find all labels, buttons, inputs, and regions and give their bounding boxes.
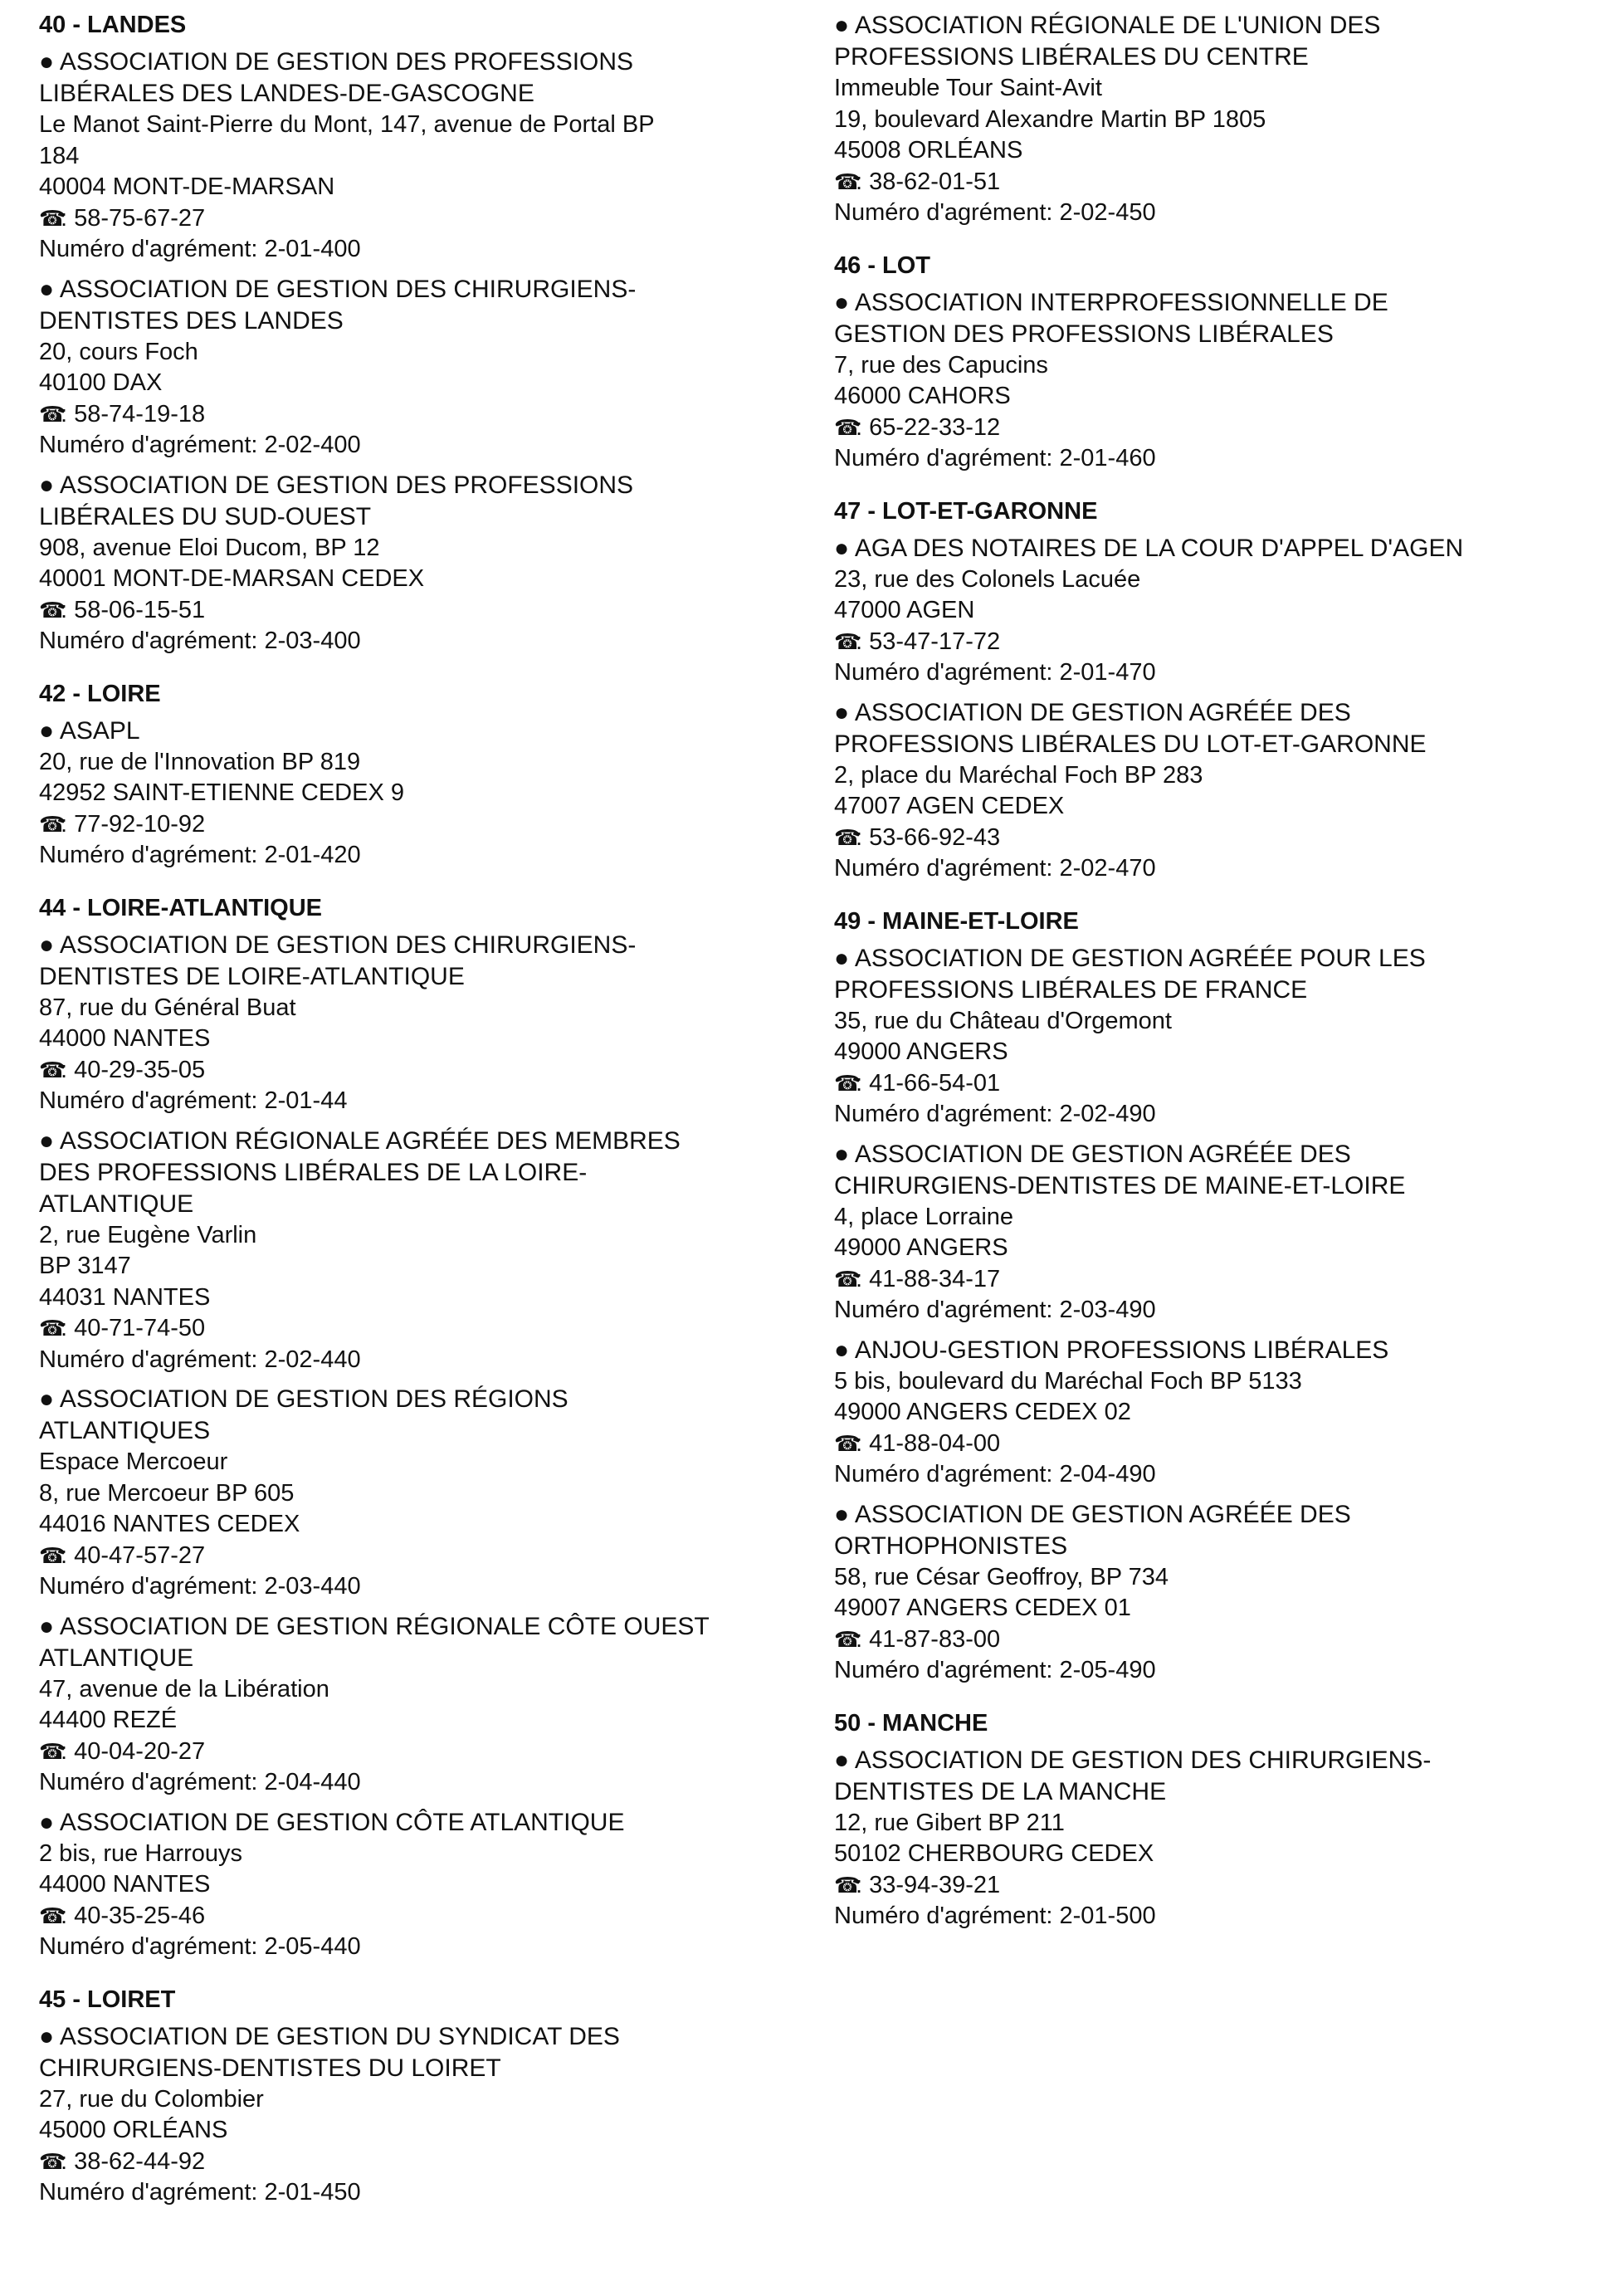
address-line: Le Manot Saint-Pierre du Mont, 147, avenue de Portal BP: [39, 111, 655, 138]
association-name-line: [39, 930, 811, 961]
address-line: 20, rue de l'Innovation BP 819: [39, 748, 361, 775]
telephone-icon: ☎: [39, 1057, 66, 1082]
agrement-number: Numéro d'agrément: 2-05-490: [834, 1657, 1156, 1683]
phone-line: [834, 1624, 1606, 1656]
address-line: 40004 MONT-DE-MARSAN: [39, 173, 335, 200]
address-line: 8, rue Mercoeur BP 605: [39, 1479, 295, 1507]
agrement-number: Numéro d'agrément: 2-01-400: [39, 236, 361, 262]
address-line: 44031 NANTES: [39, 1283, 211, 1311]
telephone-icon: ☎: [834, 1626, 861, 1652]
association-name-line: [39, 46, 811, 78]
association-name-text: ASSOCIATION DE GESTION DU SYNDICAT DES: [59, 2022, 620, 2050]
association-name-text: ASSOCIATION RÉGIONALE DE L'UNION DES: [854, 12, 1381, 39]
phone-line: [39, 399, 811, 431]
phone-line: [39, 1313, 811, 1345]
association-entry: [834, 10, 1606, 229]
association-name-text: ATLANTIQUE: [39, 1190, 194, 1218]
address-line: Immeuble Tour Saint-Avit: [834, 75, 1102, 101]
association-name-line: [834, 1531, 1606, 1562]
association-entry: [834, 1745, 1606, 1932]
association-name-line: [834, 697, 1606, 729]
department-title: 40 - LANDES: [39, 12, 187, 38]
association-name-text: LIBÉRALES DU SUD-OUEST: [39, 502, 372, 530]
association-name-text: ASSOCIATION DE GESTION AGRÉÉE POUR LES: [854, 944, 1426, 972]
address-line: 12, rue Gibert BP 211: [834, 1809, 1065, 1836]
phone-line: [834, 167, 1606, 198]
association-name-text: ASAPL: [59, 716, 140, 745]
association-name-line: [834, 975, 1606, 1006]
telephone-icon: ☎: [39, 1542, 66, 1568]
association-entry: [834, 697, 1606, 885]
address-line: 23, rue des Colonels Lacuée: [834, 565, 1141, 593]
association-name-text: ASSOCIATION DE GESTION DES RÉGIONS: [59, 1385, 568, 1413]
address-line: 42952 SAINT-ETIENNE CEDEX 9: [39, 779, 404, 806]
address-line: 58, rue César Geoffroy, BP 734: [834, 1563, 1169, 1590]
phone-number: : 58-06-15-51: [61, 596, 206, 623]
department-title: 47 - LOT-ET-GARONNE: [834, 497, 1098, 525]
association-name-line: [39, 961, 811, 993]
association-name-line: [834, 42, 1606, 73]
telephone-icon: ☎: [39, 1738, 66, 1764]
phone-line: [39, 809, 811, 841]
association-name-text: ASSOCIATION DE GESTION AGRÉÉE DES: [854, 1500, 1351, 1528]
address-line: 49000 ANGERS: [834, 1038, 1008, 1065]
association-name-text: DENTISTES DES LANDES: [39, 306, 344, 335]
association-name-line: [39, 1611, 811, 1643]
bullet-icon: ●: [39, 48, 60, 76]
bullet-icon: ●: [834, 534, 855, 562]
bullet-icon: ●: [39, 1385, 60, 1413]
address-line: 45000 ORLÉANS: [39, 2117, 228, 2143]
phone-number: : 58-75-67-27: [61, 204, 206, 232]
association-entry: [39, 46, 811, 266]
department-title: 49 - MAINE-ET-LOIRE: [834, 907, 1079, 935]
phone-number: : 40-35-25-46: [61, 1902, 206, 1929]
association-name-line: [39, 1157, 811, 1189]
phone-line: [39, 1901, 811, 1932]
phone-line: [834, 413, 1606, 444]
association-name-line: [39, 78, 811, 110]
association-name-text: DES PROFESSIONS LIBÉRALES DE LA LOIRE-: [39, 1158, 588, 1186]
bullet-icon: ●: [834, 1140, 855, 1168]
association-entry: [834, 943, 1606, 1131]
association-entry: [39, 2021, 811, 2209]
telephone-icon: ☎: [39, 2148, 66, 2174]
phone-number: : 41-87-83-00: [856, 1625, 1001, 1653]
association-name-text: ASSOCIATION RÉGIONALE AGRÉÉE DES MEMBRES: [59, 1126, 681, 1155]
address-line: 49000 ANGERS CEDEX 02: [834, 1399, 1131, 1425]
bullet-icon: ●: [834, 1746, 855, 1774]
bullet-icon: ●: [39, 275, 60, 303]
address-line: 19, boulevard Alexandre Martin BP 1805: [834, 105, 1266, 133]
association-entry: [39, 1807, 811, 1963]
association-name-text: DENTISTES DE LOIRE-ATLANTIQUE: [39, 962, 465, 990]
department-title: 44 - LOIRE-ATLANTIQUE: [39, 894, 323, 921]
association-name-line: [834, 1335, 1606, 1366]
address-line: 2, rue Eugène Varlin: [39, 1221, 257, 1248]
association-name-text: ASSOCIATION DE GESTION DES PROFESSIONS: [59, 48, 634, 76]
association-entry: [39, 930, 811, 1117]
address-line: 35, rue du Château d'Orgemont: [834, 1007, 1172, 1034]
address-line: 7, rue des Capucins: [834, 351, 1048, 379]
association-name-text: ASSOCIATION DE GESTION DES PROFESSIONS: [59, 471, 634, 499]
association-name-line: [39, 2021, 811, 2053]
bullet-icon: ●: [834, 944, 855, 972]
association-name-text: ASSOCIATION DE GESTION DES CHIRURGIENS-: [59, 931, 637, 959]
association-name-line: [39, 2053, 811, 2084]
phone-number: : 40-71-74-50: [61, 1315, 206, 1341]
address-line: 47000 AGEN: [834, 597, 975, 623]
address-line: 47007 AGEN CEDEX: [834, 793, 1065, 819]
telephone-icon: ☎: [834, 628, 861, 654]
address-line: 87, rue du Général Buat: [39, 994, 296, 1021]
address-line: 47, avenue de la Libération: [39, 1675, 329, 1702]
address-line: 40100 DAX: [39, 369, 163, 396]
phone-number: : 65-22-33-12: [856, 413, 1001, 441]
association-name-line: [834, 1499, 1606, 1531]
phone-number: : 41-88-04-00: [856, 1429, 1001, 1457]
association-name-text: CHIRURGIENS-DENTISTES DU LOIRET: [39, 2054, 501, 2082]
association-name-line: [834, 1170, 1606, 1202]
phone-number: : 38-62-01-51: [856, 168, 1001, 195]
phone-line: [39, 595, 811, 627]
department-section: [39, 1985, 811, 2209]
address-line: 908, avenue Eloi Ducom, BP 12: [39, 534, 380, 561]
association-name-line: [834, 1139, 1606, 1170]
bullet-icon: ●: [39, 1808, 60, 1836]
phone-number: : 53-47-17-72: [856, 628, 1001, 655]
association-entry: [834, 1499, 1606, 1687]
phone-line: [834, 627, 1606, 658]
agrement-number: Numéro d'agrément: 2-03-400: [39, 628, 361, 654]
agrement-number: Numéro d'agrément: 2-03-440: [39, 1573, 361, 1600]
address-line: 46000 CAHORS: [834, 383, 1011, 409]
association-name-text: DENTISTES DE LA MANCHE: [834, 1777, 1167, 1805]
address-line: 20, cours Foch: [39, 338, 198, 365]
agrement-number: Numéro d'agrément: 2-05-440: [39, 1933, 361, 1960]
phone-line: [39, 2147, 811, 2178]
telephone-icon: ☎: [834, 1070, 861, 1096]
bullet-icon: ●: [834, 1336, 855, 1364]
association-name-line: [39, 716, 811, 747]
agrement-number: Numéro d'agrément: 2-01-460: [834, 445, 1156, 471]
department-section: [834, 906, 1606, 1687]
address-line: 27, rue du Colombier: [39, 2085, 264, 2113]
department-title: 45 - LOIRET: [39, 1986, 176, 2013]
association-entry: [834, 1139, 1606, 1326]
association-name-line: [39, 274, 811, 305]
bullet-icon: ●: [39, 931, 60, 959]
address-line: Espace Mercoeur: [39, 1448, 228, 1475]
address-line: 45008 ORLÉANS: [834, 137, 1023, 164]
telephone-icon: ☎: [834, 1872, 861, 1898]
agrement-number: Numéro d'agrément: 2-01-420: [39, 842, 361, 868]
telephone-icon: ☎: [834, 1266, 861, 1292]
association-name-line: [39, 1189, 811, 1220]
telephone-icon: ☎: [834, 1430, 861, 1456]
telephone-icon: ☎: [39, 597, 66, 623]
association-name-text: ATLANTIQUES: [39, 1417, 211, 1444]
department-title: 50 - MANCHE: [834, 1709, 988, 1737]
association-name-text: ATLANTIQUE: [39, 1644, 194, 1672]
bullet-icon: ●: [834, 12, 855, 39]
bullet-icon: ●: [39, 471, 60, 499]
address-line: 2 bis, rue Harrouys: [39, 1839, 242, 1867]
association-name-line: [834, 1776, 1606, 1808]
phone-line: [39, 1737, 811, 1768]
phone-number: : 38-62-44-92: [61, 2147, 206, 2175]
association-name-line: [39, 1126, 811, 1157]
association-name-text: ASSOCIATION DE GESTION AGRÉÉE DES: [854, 1140, 1351, 1168]
association-name-text: ASSOCIATION DE GESTION DES CHIRURGIENS-: [854, 1746, 1432, 1774]
address-line: 44000 NANTES: [39, 1025, 211, 1052]
telephone-icon: ☎: [834, 414, 861, 440]
address-line: 50102 CHERBOURG CEDEX: [834, 1840, 1154, 1867]
association-name-line: [834, 729, 1606, 760]
phone-line: [834, 1264, 1606, 1296]
association-entry: [39, 1384, 811, 1603]
phone-line: [39, 1541, 811, 1572]
association-name-text: ASSOCIATION DE GESTION AGRÉÉE DES: [854, 698, 1351, 726]
telephone-icon: ☎: [39, 205, 66, 231]
left-column: [39, 10, 811, 2230]
agrement-number: Numéro d'agrément: 2-02-470: [834, 855, 1156, 882]
agrement-number: Numéro d'agrément: 2-02-400: [39, 432, 361, 458]
phone-number: : 53-66-92-43: [856, 823, 1001, 851]
association-entry: [39, 274, 811, 462]
address-line: BP 3147: [39, 1253, 131, 1279]
telephone-icon: ☎: [39, 811, 66, 837]
bullet-icon: ●: [834, 698, 855, 726]
association-name-text: GESTION DES PROFESSIONS LIBÉRALES: [834, 320, 1334, 348]
department-section: [834, 1708, 1606, 1932]
phone-number: : 58-74-19-18: [61, 400, 206, 427]
association-name-line: [39, 1384, 811, 1415]
bullet-icon: ●: [834, 288, 855, 316]
bullet-icon: ●: [39, 2022, 60, 2050]
association-entry: [834, 287, 1606, 475]
association-name-line: [39, 305, 811, 337]
phone-line: [39, 203, 811, 235]
phone-number: : 40-29-35-05: [61, 1056, 206, 1083]
agrement-number: Numéro d'agrément: 2-01-500: [834, 1903, 1156, 1929]
phone-line: [834, 1429, 1606, 1460]
agrement-number: Numéro d'agrément: 2-01-450: [39, 2179, 361, 2206]
association-name-text: ASSOCIATION DE GESTION DES CHIRURGIENS-: [59, 275, 637, 303]
agrement-number: Numéro d'agrément: 2-04-490: [834, 1461, 1156, 1488]
telephone-icon: ☎: [39, 401, 66, 427]
agrement-number: Numéro d'agrément: 2-02-440: [39, 1346, 361, 1373]
agrement-number: Numéro d'agrément: 2-02-490: [834, 1101, 1156, 1127]
bullet-icon: ●: [834, 1500, 855, 1528]
department-section: [834, 496, 1606, 885]
address-line: 184: [39, 142, 80, 169]
association-entry: [834, 1335, 1606, 1491]
association-name-text: ANJOU-GESTION PROFESSIONS LIBÉRALES: [854, 1336, 1389, 1364]
agrement-number: Numéro d'agrément: 2-01-470: [834, 659, 1156, 686]
association-name-line: [834, 287, 1606, 319]
department-section: [834, 10, 1606, 229]
association-name-text: PROFESSIONS LIBÉRALES DU CENTRE: [834, 43, 1309, 71]
phone-number: : 41-66-54-01: [856, 1069, 1001, 1097]
telephone-icon: ☎: [39, 1316, 66, 1341]
telephone-icon: ☎: [834, 169, 861, 194]
association-name-line: [39, 501, 811, 533]
association-name-text: AGA DES NOTAIRES DE LA COUR D'APPEL D'AGEN: [854, 534, 1464, 562]
association-name-line: [834, 1745, 1606, 1776]
department-section: [834, 251, 1606, 475]
phone-number: : 40-47-57-27: [61, 1541, 206, 1569]
address-line: 49007 ANGERS CEDEX 01: [834, 1595, 1131, 1621]
agrement-number: Numéro d'agrément: 2-02-450: [834, 199, 1156, 226]
address-line: 40001 MONT-DE-MARSAN CEDEX: [39, 565, 425, 592]
phone-line: [39, 1055, 811, 1087]
association-name-text: ASSOCIATION DE GESTION RÉGIONALE CÔTE OUEST: [59, 1612, 710, 1640]
association-name-text: ASSOCIATION DE GESTION CÔTE ATLANTIQUE: [59, 1808, 625, 1836]
address-line: 4, place Lorraine: [834, 1203, 1014, 1230]
association-entry: [39, 470, 811, 657]
association-entry: [39, 716, 811, 872]
telephone-icon: ☎: [834, 824, 861, 850]
association-name-text: CHIRURGIENS-DENTISTES DE MAINE-ET-LOIRE: [834, 1171, 1406, 1199]
phone-number: : 33-94-39-21: [856, 1871, 1001, 1898]
phone-number: : 41-88-34-17: [856, 1265, 1001, 1292]
association-name-line: [39, 1807, 811, 1839]
association-name-line: [39, 1643, 811, 1674]
association-name-line: [834, 10, 1606, 42]
department-title: 46 - LOT: [834, 252, 931, 279]
association-name-line: [39, 1415, 811, 1447]
association-name-text: LIBÉRALES DES LANDES-DE-GASCOGNE: [39, 80, 534, 107]
department-section: [39, 679, 811, 872]
association-name-text: PROFESSIONS LIBÉRALES DU LOT-ET-GARONNE: [834, 730, 1427, 758]
phone-number: : 77-92-10-92: [61, 810, 206, 838]
phone-line: [834, 823, 1606, 854]
department-section: [39, 10, 811, 657]
agrement-number: Numéro d'agrément: 2-01-44: [39, 1087, 348, 1114]
agrement-number: Numéro d'agrément: 2-03-490: [834, 1297, 1156, 1323]
address-line: 44400 REZÉ: [39, 1707, 178, 1733]
agrement-number: Numéro d'agrément: 2-04-440: [39, 1769, 361, 1795]
right-column: [834, 10, 1606, 1954]
address-line: 5 bis, boulevard du Maréchal Foch BP 5133: [834, 1367, 1302, 1395]
association-name-line: [834, 533, 1606, 564]
telephone-icon: ☎: [39, 1903, 66, 1928]
phone-number: : 40-04-20-27: [61, 1737, 206, 1765]
association-name-text: ASSOCIATION INTERPROFESSIONNELLE DE: [854, 288, 1388, 316]
association-name-text: ORTHOPHONISTES: [834, 1531, 1068, 1560]
bullet-icon: ●: [39, 1126, 60, 1155]
address-line: 44016 NANTES CEDEX: [39, 1511, 300, 1537]
association-entry: [39, 1126, 811, 1376]
bullet-icon: ●: [39, 1612, 60, 1640]
association-name-line: [834, 943, 1606, 975]
association-name-line: [39, 470, 811, 501]
bullet-icon: ●: [39, 716, 60, 745]
department-section: [39, 893, 811, 1963]
address-line: 49000 ANGERS: [834, 1234, 1008, 1261]
phone-line: [834, 1068, 1606, 1100]
association-entry: [834, 533, 1606, 689]
phone-line: [834, 1870, 1606, 1902]
address-line: 44000 NANTES: [39, 1871, 211, 1898]
association-entry: [39, 1611, 811, 1799]
association-name-line: [834, 319, 1606, 350]
address-line: 2, place du Maréchal Foch BP 283: [834, 761, 1203, 789]
association-name-text: PROFESSIONS LIBÉRALES DE FRANCE: [834, 975, 1308, 1004]
department-title: 42 - LOIRE: [39, 680, 161, 707]
